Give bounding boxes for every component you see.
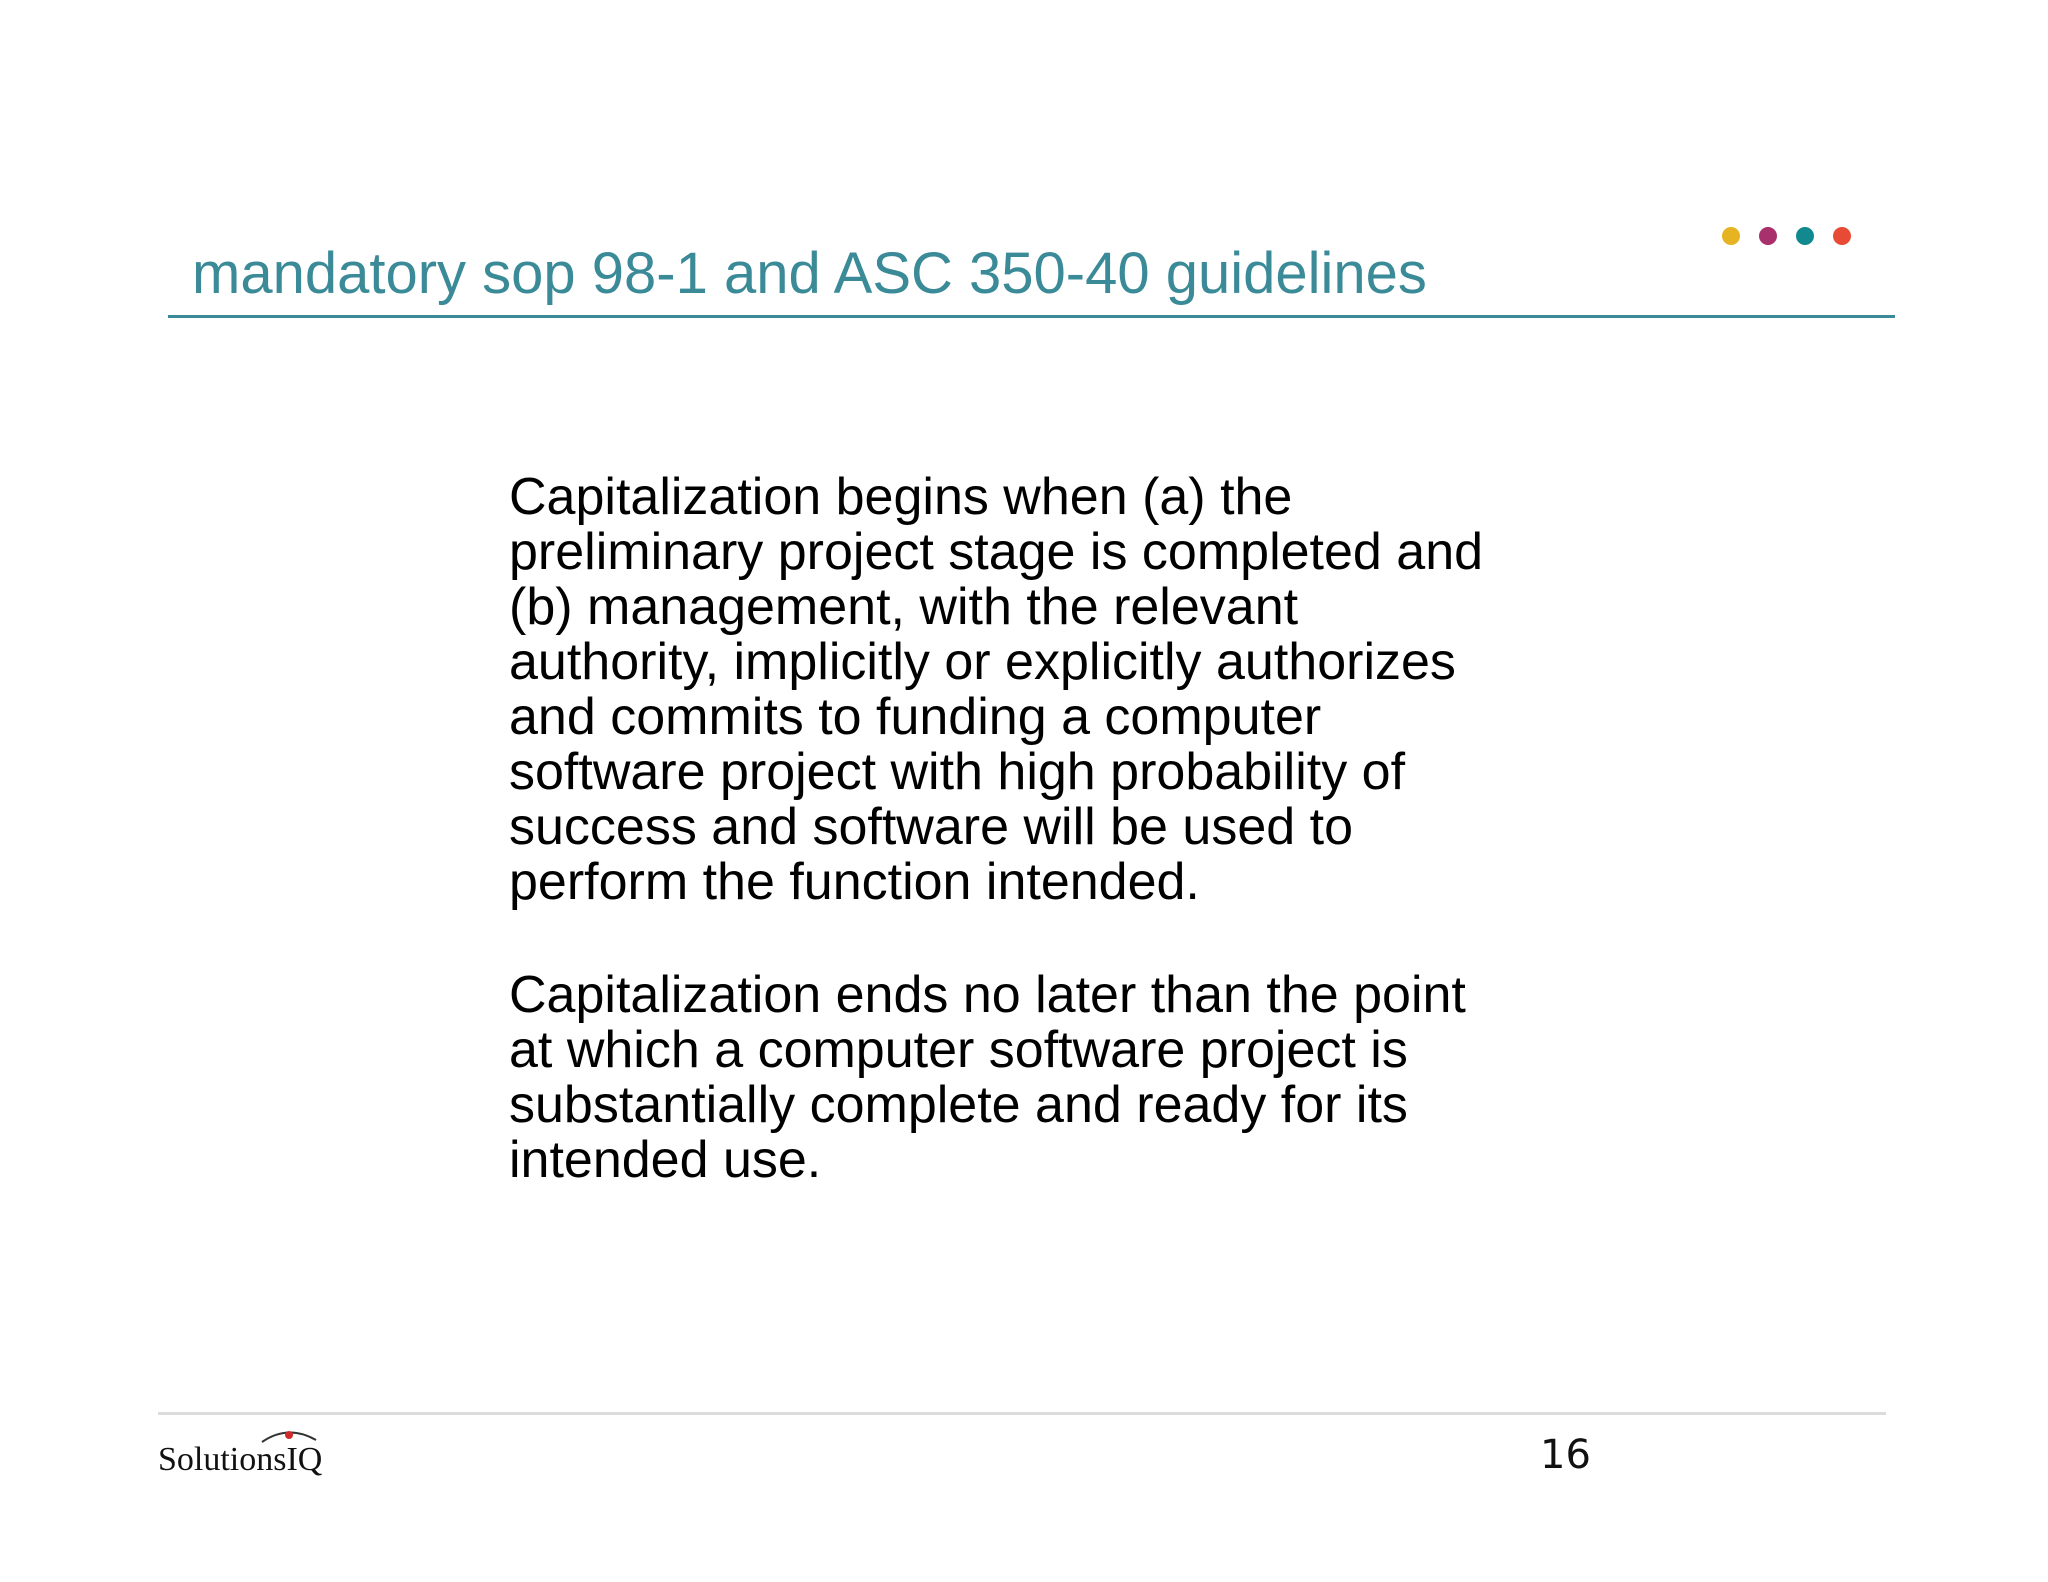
title-divider [168,315,1895,318]
slide-body [509,470,1689,1188]
dot-magenta-icon [1759,227,1777,245]
page-number: 16 [1540,1432,1591,1478]
paragraph-capitalization-ends: Capitalization ends no later than the point at which a computer software project is substantially complete and ready for its intended use. [509,966,1466,1189]
dot-yellow-icon [1722,227,1740,245]
dot-red-icon [1833,227,1851,245]
dot-teal-icon [1796,227,1814,245]
decorative-dots [1722,227,1851,245]
company-logo [158,1422,328,1478]
logo-text: SolutionsIQ [158,1441,323,1478]
footer-divider [158,1412,1886,1415]
paragraph-capitalization-begins: Capitalization begins when (a) the preliminary project stage is completed and (b) management, with the relevant authority, implicitly or explicitly authorizes and commits to funding a computer software project with high probability of success and software will be used to perform the function intended. [509,468,1484,911]
slide-title: mandatory sop 98-1 and ASC 350-40 guidelines [192,241,1427,306]
